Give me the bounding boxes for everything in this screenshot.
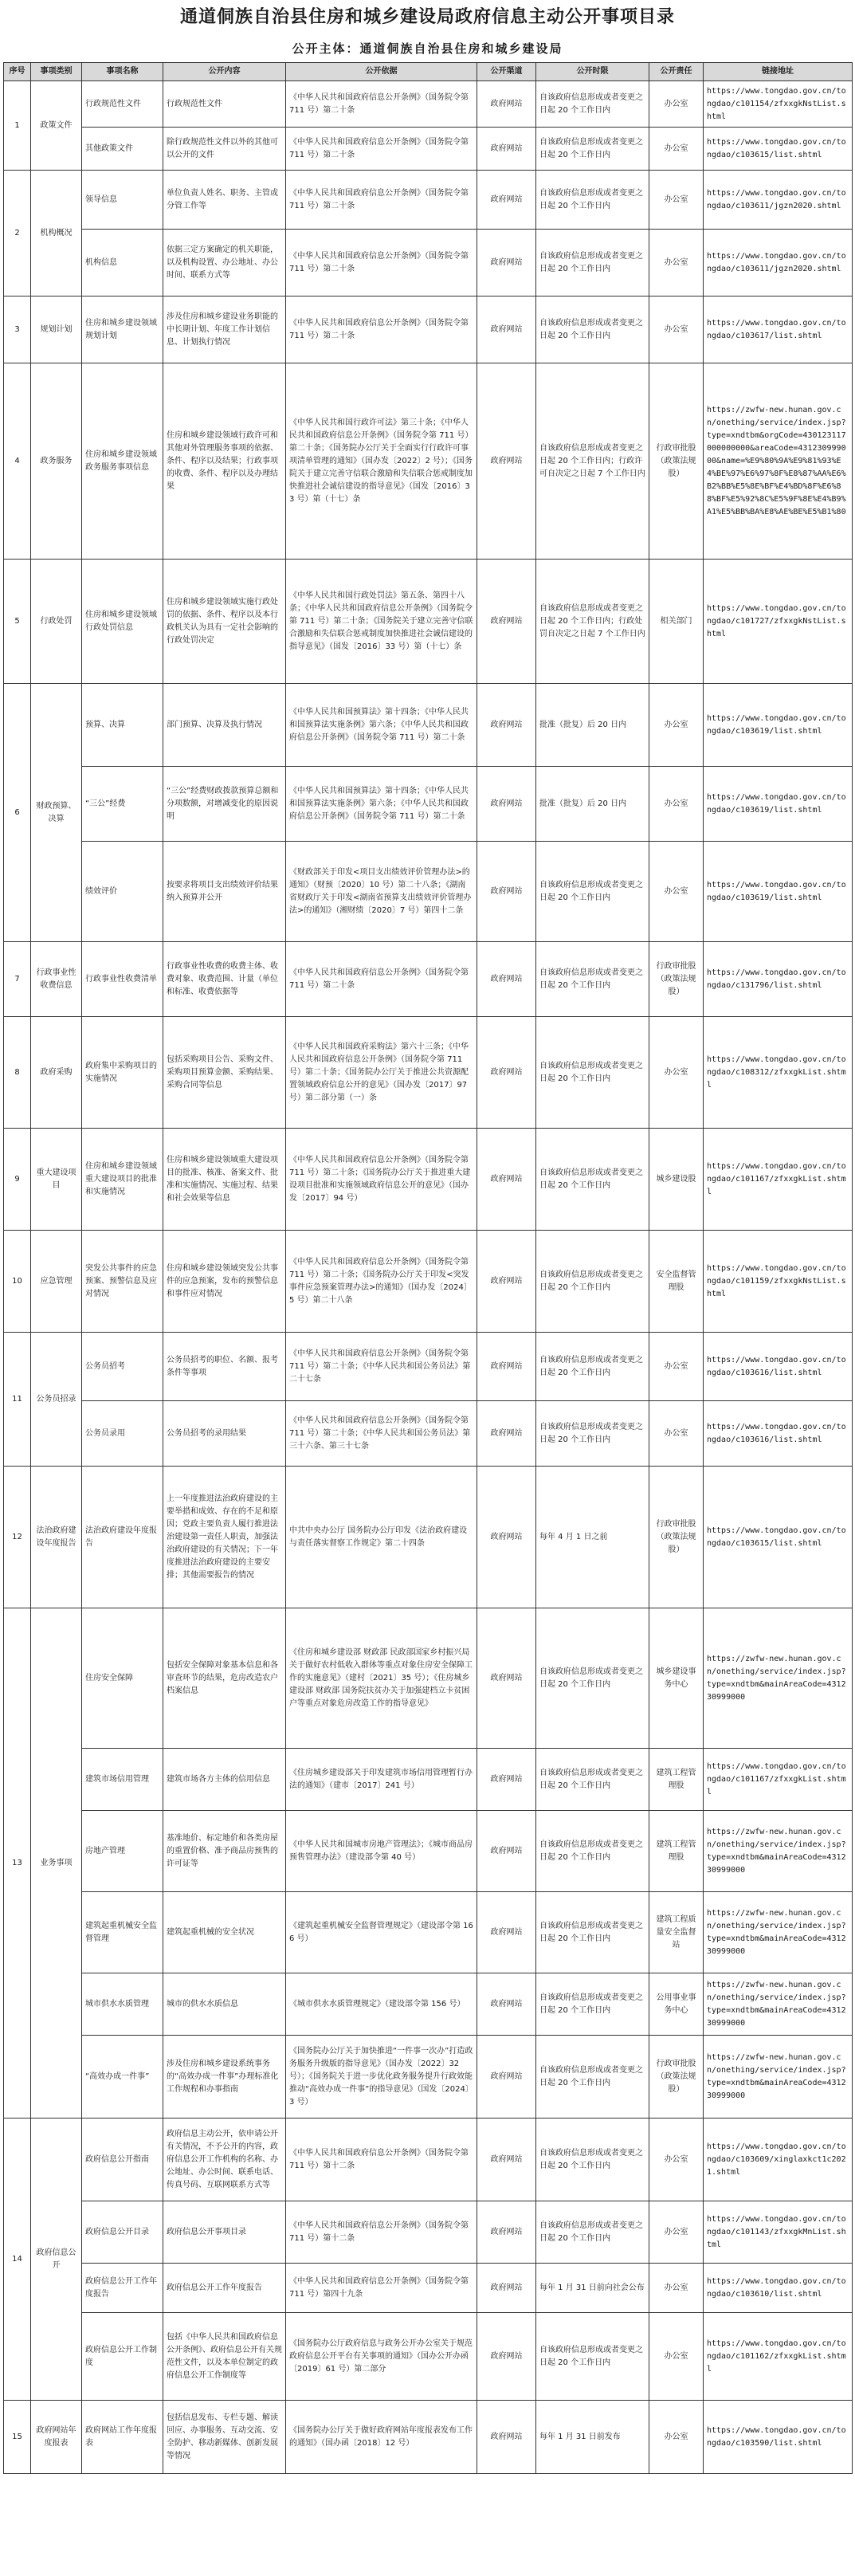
responsibility-cell: 办公室: [649, 230, 704, 296]
table-row: [4, 842, 853, 942]
item-name-cell: 政府信息公开工作年度报告: [82, 2264, 163, 2313]
item-name-cell: 住房和城乡建设领域政务服务事项信息: [82, 363, 163, 560]
item-name-cell: 预算、决算: [82, 684, 163, 767]
channel-cell: 政府网站: [477, 2313, 536, 2401]
channel-cell: 政府网站: [477, 1811, 536, 1892]
channel-cell: 政府网站: [477, 2036, 536, 2119]
time-limit-cell: 自该政府信息形成或者变更之日起 20 个工作日内: [536, 1017, 649, 1129]
channel-cell: 政府网站: [477, 684, 536, 767]
responsibility-cell: 建筑工程质量安全监督站: [649, 1892, 704, 1973]
row-number-cell: 6: [4, 684, 31, 942]
content-cell: 住房和城乡建设领域突发公共事件的应急预案，发布的预警信息和事件应对情况: [163, 1231, 286, 1333]
link-cell[interactable]: https://www.tongdao.gov.cn/tongdao/c103616/list.shtml: [704, 1333, 853, 1401]
table-row: [4, 684, 853, 767]
item-name-cell: 公务员招考: [82, 1333, 163, 1401]
responsibility-cell: 办公室: [649, 296, 704, 363]
header-category: 事项类别: [31, 63, 82, 81]
row-number-cell: 1: [4, 81, 31, 171]
content-cell: 公务员招考的职位、名额、报考条件等事项: [163, 1333, 286, 1401]
basis-cell: 《中华人民共和国政府信息公开条例》（国务院令第 711 号）第二十条: [286, 296, 477, 363]
content-cell: 行政事业性收费的收费主体、收费对象、收费范围、计量（单位和标准、收费依据等: [163, 942, 286, 1017]
basis-cell: 《中华人民共和国政府信息公开条例》（国务院令第 711 号）第二十条: [286, 81, 477, 128]
link-cell[interactable]: https://www.tongdao.gov.cn/tongdao/c101143/zfxxgkMnList.shtml: [704, 2201, 853, 2264]
responsibility-cell: 办公室: [649, 2313, 704, 2401]
time-limit-cell: 自该政府信息形成或者变更之日起 20 个工作日内: [536, 1129, 649, 1231]
row-number-cell: 3: [4, 296, 31, 363]
content-cell: 涉及住房和城乡建设业务职能的中长期计划、年度工作计划信息、计划执行情况: [163, 296, 286, 363]
channel-cell: 政府网站: [477, 1892, 536, 1973]
channel-cell: 政府网站: [477, 842, 536, 942]
row-number-cell: 14: [4, 2119, 31, 2401]
item-name-cell: 政府信息公开指南: [82, 2119, 163, 2201]
link-cell[interactable]: https://www.tongdao.gov.cn/tongdao/c101154/zfxxgkNstList.shtml: [704, 81, 853, 128]
time-limit-cell: 每年 4 月 1 日之前: [536, 1467, 649, 1608]
item-name-cell: 绩效评价: [82, 842, 163, 942]
link-cell[interactable]: https://zwfw-new.hunan.gov.cn/onething/service/index.jsp?type=xndtbm&mainAreaCode=431230999000: [704, 1608, 853, 1749]
responsibility-cell: 办公室: [649, 1333, 704, 1401]
category-cell: 重大建设项目: [31, 1129, 82, 1231]
time-limit-cell: 自该政府信息形成或者变更之日起 20 个工作日内: [536, 1333, 649, 1401]
responsibility-cell: 办公室: [649, 2201, 704, 2264]
basis-cell: 《住房城乡建设部关于印发建筑市场信用管理暂行办法的通知》（建市〔2017〕241 号）: [286, 1749, 477, 1811]
basis-cell: 《中华人民共和国政府信息公开条例》（国务院令第 711 号）第二十条: [286, 171, 477, 230]
channel-cell: 政府网站: [477, 2201, 536, 2264]
row-number-cell: 9: [4, 1129, 31, 1231]
time-limit-cell: 自该政府信息形成或者变更之日起 20 个工作日内: [536, 1401, 649, 1467]
table-row: [4, 1608, 853, 1749]
time-limit-cell: 自该政府信息形成或者变更之日起 20 个工作日内: [536, 2313, 649, 2401]
category-cell: 政府网站年度报表: [31, 2401, 82, 2474]
responsibility-cell: 办公室: [649, 128, 704, 171]
basis-cell: 《中华人民共和国政府信息公开条例》（国务院令第 711 号）第二十条；《中华人民共和国公务员法》第二十七条: [286, 1333, 477, 1401]
responsibility-cell: 城乡建设事务中心: [649, 1608, 704, 1749]
responsibility-cell: 行政审批股（政策法规股）: [649, 1467, 704, 1608]
content-cell: 包括采购项目公告、采购文件、采购项目预算金额、采购结果、采购合同等信息: [163, 1017, 286, 1129]
header-responsibility: 公开责任: [649, 63, 704, 81]
content-cell: 包括《中华人民共和国政府信息公开条例》、政府信息公开有关规范性文件，以及本单位制定的政府信息公开工作制度等: [163, 2313, 286, 2401]
table-row: [4, 1129, 853, 1231]
basis-cell: 《中华人民共和国政府信息公开条例》（国务院令第 711 号）第二十条: [286, 230, 477, 296]
item-name-cell: 房地产管理: [82, 1811, 163, 1892]
disclosure-table: [3, 62, 853, 2474]
content-cell: 单位负责人姓名、职务、主管或分管工作等: [163, 171, 286, 230]
time-limit-cell: 自该政府信息形成或者变更之日起 20 个工作日内: [536, 1811, 649, 1892]
time-limit-cell: 自该政府信息形成或者变更之日起 20 个工作日内: [536, 81, 649, 128]
time-limit-cell: 自该政府信息形成或者变更之日起 20 个工作日内: [536, 1608, 649, 1749]
channel-cell: 政府网站: [477, 1017, 536, 1129]
responsibility-cell: 公用事业事务中心: [649, 1973, 704, 2036]
table-row: [4, 2119, 853, 2201]
content-cell: 住房和城乡建设领域行政许可和其他对外管理服务事项的依据、条件、程序以及结果；行政事项的收费、条件、程序以及办理结果: [163, 363, 286, 560]
time-limit-cell: 批准（批复）后 20 日内: [536, 684, 649, 767]
link-cell[interactable]: https://www.tongdao.gov.cn/tongdao/c131796/list.shtml: [704, 942, 853, 1017]
table-row: [4, 1017, 853, 1129]
responsibility-cell: 办公室: [649, 767, 704, 842]
responsibility-cell: 办公室: [649, 2264, 704, 2313]
item-name-cell: 住房和城乡建设领域重大建设项目的批准和实施情况: [82, 1129, 163, 1231]
content-cell: 行政规范性文件: [163, 81, 286, 128]
channel-cell: 政府网站: [477, 230, 536, 296]
channel-cell: 政府网站: [477, 171, 536, 230]
content-cell: 按要求将项目支出绩效评价结果纳入预算并公开: [163, 842, 286, 942]
item-name-cell: 法治政府建设年度报告: [82, 1467, 163, 1608]
basis-cell: 《中华人民共和国行政许可法》第三十条；《中华人民共和国政府信息公开条例》（国务院令第 711 号）第二十条；《国务院办公厅关于全面实行行政许可事项清单管理的通知》（国办发〔2022〕2 号）；《国务院关于建立完善守信联合激励和失信联合惩戒制度加快推进社会诚信建设的指导意见》（国发〔2016〕33 号）第（十七）条: [286, 363, 477, 560]
item-name-cell: 行政事业性收费清单: [82, 942, 163, 1017]
category-cell: 政策文件: [31, 81, 82, 171]
row-number-cell: 4: [4, 363, 31, 560]
item-name-cell: 住房和城乡建设领域规划计划: [82, 296, 163, 363]
channel-cell: 政府网站: [477, 1749, 536, 1811]
table-row: [4, 2313, 853, 2401]
header-no: 序号: [4, 63, 31, 81]
time-limit-cell: 自该政府信息形成或者变更之日起 20 个工作日内: [536, 2201, 649, 2264]
link-cell[interactable]: https://www.tongdao.gov.cn/tongdao/c103619/list.shtml: [704, 842, 853, 942]
time-limit-cell: 自该政府信息形成或者变更之日起 20 个工作日内；行政许可自决定之日起 7 个工作日内: [536, 363, 649, 560]
channel-cell: 政府网站: [477, 363, 536, 560]
row-number-cell: 7: [4, 942, 31, 1017]
link-cell[interactable]: https://www.tongdao.gov.cn/tongdao/c103590/list.shtml: [704, 2401, 853, 2474]
content-cell: 住房和城乡建设领域重大建设项目的批准、核准、备案文件、批准和实施情况、实施过程、结果和社会效果等信息: [163, 1129, 286, 1231]
item-name-cell: 建筑起重机械安全监督管理: [82, 1892, 163, 1973]
table-row: [4, 296, 853, 363]
basis-cell: 《中华人民共和国政府采购法》第六十三条；《中华人民共和国政府信息公开条例》（国务院令第 711 号）第二十条；《国务院办公厅关于推进公共资源配置领域政府信息公开的意见》（国办发〔2017〕97 号）第二部分第（一）条: [286, 1017, 477, 1129]
basis-cell: 《国务院办公厅关于做好政府网站年度报表发布工作的通知》（国办函〔2018〕12 号）: [286, 2401, 477, 2474]
responsibility-cell: 安全监督管理股: [649, 1231, 704, 1333]
content-cell: 依据三定方案确定的机关职能，以及机构设置、办公地址、办公时间、联系方式等: [163, 230, 286, 296]
category-cell: 行政事业性收费信息: [31, 942, 82, 1017]
time-limit-cell: 自该政府信息形成或者变更之日起 20 个工作日内: [536, 1892, 649, 1973]
table-row: [4, 1231, 853, 1333]
row-number-cell: 10: [4, 1231, 31, 1333]
table-row: [4, 128, 853, 171]
responsibility-cell: 办公室: [649, 2119, 704, 2201]
basis-cell: 《中华人民共和国预算法》第十四条；《中华人民共和国预算法实施条例》第六条；《中华人民共和国政府信息公开条例》（国务院令第 711 号）第二十条: [286, 767, 477, 842]
time-limit-cell: 批准（批复）后 20 日内: [536, 767, 649, 842]
table-header-row: [4, 63, 853, 81]
time-limit-cell: 自该政府信息形成或者变更之日起 20 个工作日内；行政处罚自决定之日起 7 个工作日内: [536, 560, 649, 684]
content-cell: 政府信息主动公开，依申请公开有关情况，不予公开的内容，政府信息公开工作机构的名称、办公地址、办公时间、联系电话、传真号码、互联网联系方式等: [163, 2119, 286, 2201]
basis-cell: 《城市供水水质管理规定》（建设部令第 156 号）: [286, 1973, 477, 2036]
row-number-cell: 15: [4, 2401, 31, 2474]
table-row: [4, 1892, 853, 1973]
channel-cell: 政府网站: [477, 942, 536, 1017]
table-row: [4, 1749, 853, 1811]
basis-cell: 《中华人民共和国行政处罚法》第五条、第四十八条；《中华人民共和国政府信息公开条例》（国务院令第 711 号）第二十条；《国务院关于建立完善守信联合激励和失信联合惩戒制度加快推进社会诚信建设的指导意见》（国发〔2016〕33 号）第（十七）条: [286, 560, 477, 684]
category-cell: 政府信息公开: [31, 2119, 82, 2401]
row-number-cell: 13: [4, 1608, 31, 2119]
header-basis: 公开依据: [286, 63, 477, 81]
table-row: [4, 230, 853, 296]
table-row: [4, 1333, 853, 1401]
table-row: [4, 1811, 853, 1892]
channel-cell: 政府网站: [477, 128, 536, 171]
item-name-cell: 城市供水水质管理: [82, 1973, 163, 2036]
content-cell: 政府信息公开事项目录: [163, 2201, 286, 2264]
channel-cell: 政府网站: [477, 2401, 536, 2474]
channel-cell: 政府网站: [477, 2264, 536, 2313]
responsibility-cell: 办公室: [649, 842, 704, 942]
header-link: 链接地址: [704, 63, 853, 81]
link-cell[interactable]: https://www.tongdao.gov.cn/tongdao/c108312/zfxxgkList.shtml: [704, 1017, 853, 1129]
link-cell[interactable]: https://www.tongdao.gov.cn/tongdao/c103619/list.shtml: [704, 767, 853, 842]
link-cell[interactable]: https://zwfw-new.hunan.gov.cn/onething/service/index.jsp?type=xndtbm&mainAreaCode=431230999000: [704, 1892, 853, 1973]
link-cell[interactable]: https://zwfw-new.hunan.gov.cn/onething/service/index.jsp?type=xndtbm&mainAreaCode=431230999000: [704, 1811, 853, 1892]
basis-cell: 《中华人民共和国预算法》第十四条；《中华人民共和国预算法实施条例》第六条；《中华人民共和国政府信息公开条例》（国务院令第 711 号）第二十条: [286, 684, 477, 767]
link-cell[interactable]: https://www.tongdao.gov.cn/tongdao/c103616/list.shtml: [704, 1401, 853, 1467]
table-row: [4, 2036, 853, 2119]
time-limit-cell: 自该政府信息形成或者变更之日起 20 个工作日内: [536, 1973, 649, 2036]
content-cell: 政府信息公开工作年度报告: [163, 2264, 286, 2313]
content-cell: 住房和城乡建设领域实施行政处罚的依据、条件、程序以及本行政机关认为具有一定社会影响的行政处罚决定: [163, 560, 286, 684]
responsibility-cell: 建筑工程管理股: [649, 1811, 704, 1892]
row-number-cell: 12: [4, 1467, 31, 1608]
channel-cell: 政府网站: [477, 296, 536, 363]
time-limit-cell: 自该政府信息形成或者变更之日起 20 个工作日内: [536, 2119, 649, 2201]
item-name-cell: 政府信息公开目录: [82, 2201, 163, 2264]
time-limit-cell: 自该政府信息形成或者变更之日起 20 个工作日内: [536, 2036, 649, 2119]
content-cell: 除行政规范性文件以外的其他可以公开的文件: [163, 128, 286, 171]
responsibility-cell: 相关部门: [649, 560, 704, 684]
table-row: [4, 2401, 853, 2474]
time-limit-cell: 自该政府信息形成或者变更之日起 20 个工作日内: [536, 230, 649, 296]
basis-cell: 中共中央办公厅 国务院办公厅印发《法治政府建设与责任落实督察工作规定》第二十四条: [286, 1467, 477, 1608]
content-cell: 城市的供水水质信息: [163, 1973, 286, 2036]
channel-cell: 政府网站: [477, 767, 536, 842]
time-limit-cell: 自该政府信息形成或者变更之日起 20 个工作日内: [536, 296, 649, 363]
category-cell: 财政预算、决算: [31, 684, 82, 942]
item-name-cell: 其他政策文件: [82, 128, 163, 171]
row-number-cell: 8: [4, 1017, 31, 1129]
responsibility-cell: 城乡建设股: [649, 1129, 704, 1231]
link-cell[interactable]: https://www.tongdao.gov.cn/tongdao/c103609/xinglaxkct1c2021.shtml: [704, 2119, 853, 2201]
basis-cell: 《中华人民共和国城市房地产管理法》；《城市商品房预售管理办法》（建设部令第 40 号）: [286, 1811, 477, 1892]
responsibility-cell: 办公室: [649, 171, 704, 230]
link-cell[interactable]: https://www.tongdao.gov.cn/tongdao/c101167/zfxxgkList.shtml: [704, 1749, 853, 1811]
basis-cell: 《中华人民共和国政府信息公开条例》（国务院令第 711 号）第二十条；《中华人民共和国公务员法》第三十六条、第三十七条: [286, 1401, 477, 1467]
channel-cell: 政府网站: [477, 1129, 536, 1231]
content-cell: 上一年度推进法治政府建设的主要举措和成效、存在的不足和原因；党政主要负责人履行推进法治建设第一责任人职责，加强法治政府建设的有关情况；下一年度推进法治政府建设的主要安排；其他需要报告的情况: [163, 1467, 286, 1608]
document-title: 通道侗族自治县住房和城乡建设局政府信息主动公开事项目录: [179, 7, 675, 27]
link-cell[interactable]: https://www.tongdao.gov.cn/tongdao/c101727/zfxxgkNstList.shtml: [704, 560, 853, 684]
item-name-cell: 机构信息: [82, 230, 163, 296]
channel-cell: 政府网站: [477, 1333, 536, 1401]
header-content: 公开内容: [163, 63, 286, 81]
item-name-cell: 领导信息: [82, 171, 163, 230]
table-row: [4, 942, 853, 1017]
content-cell: 包括安全保障对象基本信息和各审查环节的结果，危房改造农户档案信息: [163, 1608, 286, 1749]
basis-cell: 《中华人民共和国政府信息公开条例》（国务院令第 711 号）第四十九条: [286, 2264, 477, 2313]
category-cell: 应急管理: [31, 1231, 82, 1333]
time-limit-cell: 自该政府信息形成或者变更之日起 20 个工作日内: [536, 1231, 649, 1333]
time-limit-cell: 每年 1 月 31 日前向社会公布: [536, 2264, 649, 2313]
item-name-cell: 建筑市场信用管理: [82, 1749, 163, 1811]
table-row: [4, 363, 853, 560]
channel-cell: 政府网站: [477, 1467, 536, 1608]
category-cell: 业务事项: [31, 1608, 82, 2119]
table-row: [4, 1467, 853, 1608]
table-row: [4, 767, 853, 842]
content-cell: 涉及住房和城乡建设系统事务的“高效办成一件事”办理标准化工作规程和办事指南: [163, 2036, 286, 2119]
time-limit-cell: 每年 1 月 31 日前发布: [536, 2401, 649, 2474]
row-number-cell: 2: [4, 171, 31, 296]
basis-cell: 《中华人民共和国政府信息公开条例》（国务院令第 711 号）第二十条: [286, 128, 477, 171]
row-number-cell: 11: [4, 1333, 31, 1467]
category-cell: 行政处罚: [31, 560, 82, 684]
item-name-cell: 政府集中采购项目的实施情况: [82, 1017, 163, 1129]
item-name-cell: 突发公共事件的应急预案、预警信息及应对情况: [82, 1231, 163, 1333]
basis-cell: 《中华人民共和国政府信息公开条例》（国务院令第 711 号）第十二条: [286, 2201, 477, 2264]
link-cell[interactable]: https://www.tongdao.gov.cn/tongdao/c101167/zfxxgkList.shtml: [704, 1129, 853, 1231]
content-cell: 建筑起重机械的安全状况: [163, 1892, 286, 1973]
table-row: [4, 2201, 853, 2264]
link-cell[interactable]: https://www.tongdao.gov.cn/tongdao/c103611/jgzn2020.shtml: [704, 171, 853, 230]
category-cell: 机构概况: [31, 171, 82, 296]
header-item-name: 事项名称: [82, 63, 163, 81]
channel-cell: 政府网站: [477, 81, 536, 128]
item-name-cell: “高效办成一件事”: [82, 2036, 163, 2119]
content-cell: 部门预算、决算及执行情况: [163, 684, 286, 767]
category-cell: 公务员招录: [31, 1333, 82, 1467]
link-cell[interactable]: https://www.tongdao.gov.cn/tongdao/c103610/list.shtml: [704, 2264, 853, 2313]
basis-cell: 《财政部关于印发<项目支出绩效评价管理办法>的通知》（财预〔2020〕10 号）第二十八条；《湖南省财政厅关于印发<湖南省预算支出绩效评价管理办法>的通知》（湘财绩〔2020〕7 号）第四十二条: [286, 842, 477, 942]
item-name-cell: 住房安全保障: [82, 1608, 163, 1749]
link-cell[interactable]: https://www.tongdao.gov.cn/tongdao/c101162/zfxxgkList.shtml: [704, 2313, 853, 2401]
table-row: [4, 1401, 853, 1467]
header-time-limit: 公开时限: [536, 63, 649, 81]
category-cell: 法治政府建设年度报告: [31, 1467, 82, 1608]
row-number-cell: 5: [4, 560, 31, 684]
link-cell[interactable]: https://zwfw-new.hunan.gov.cn/onething/service/index.jsp?type=xndtbm&mainAreaCode=431230999000: [704, 1973, 853, 2036]
responsibility-cell: 行政审批股（政策法规股）: [649, 363, 704, 560]
channel-cell: 政府网站: [477, 2119, 536, 2201]
basis-cell: 《中华人民共和国政府信息公开条例》（国务院令第 711 号）第二十条: [286, 942, 477, 1017]
time-limit-cell: 自该政府信息形成或者变更之日起 20 个工作日内: [536, 1749, 649, 1811]
category-cell: 规划计划: [31, 296, 82, 363]
category-cell: 政务服务: [31, 363, 82, 560]
basis-cell: 《建筑起重机械安全监督管理规定》（建设部令第 166 号）: [286, 1892, 477, 1973]
basis-cell: 《中华人民共和国政府信息公开条例》（国务院令第 711 号）第二十条；《国务院办公厅关于推进重大建设项目批准和实施领域政府信息公开的意见》（国办发〔2017〕94 号）: [286, 1129, 477, 1231]
item-name-cell: 行政规范性文件: [82, 81, 163, 128]
link-cell[interactable]: https://www.tongdao.gov.cn/tongdao/c103615/list.shtml: [704, 1467, 853, 1608]
responsibility-cell: 办公室: [649, 684, 704, 767]
link-cell[interactable]: https://zwfw-new.hunan.gov.cn/onething/service/index.jsp?type=xndtbm&orgCode=430123117000000000&areaCode=431230999000&name=%E9%80%9A%E9%81%93%E4%BE%97%E6%97%8F%E8%87%AA%E6%B2%BB%E5%8E%BF%E4%BD%8F%E6%88%BF%E5%92%8C%E5%9F%8E%E4%B9%A1%E5%BB%BA%E8%AE%BE%E5%B1%80: [704, 363, 853, 560]
content-cell: 建筑市场各方主体的信用信息: [163, 1749, 286, 1811]
table-row: [4, 560, 853, 684]
responsibility-cell: 行政审批股（政策法规股）: [649, 2036, 704, 2119]
table-row: [4, 2264, 853, 2313]
item-name-cell: 公务员录用: [82, 1401, 163, 1467]
content-cell: “三公”经费财政拨款预算总额和分项数额，对增减变化的原因说明: [163, 767, 286, 842]
link-cell[interactable]: https://zwfw-new.hunan.gov.cn/onething/service/index.jsp?type=xndtbm&mainAreaCode=431230999000: [704, 2036, 853, 2119]
basis-cell: 《国务院办公厅政府信息与政务公开办公室关于规范政府信息公开平台有关事项的通知》（国办公开办函〔2019〕61 号）第二部分: [286, 2313, 477, 2401]
responsibility-cell: 办公室: [649, 2401, 704, 2474]
item-name-cell: “三公”经费: [82, 767, 163, 842]
header-channel: 公开渠道: [477, 63, 536, 81]
category-cell: 政府采购: [31, 1017, 82, 1129]
channel-cell: 政府网站: [477, 1401, 536, 1467]
link-cell[interactable]: https://www.tongdao.gov.cn/tongdao/c101159/zfxxgkNstList.shtml: [704, 1231, 853, 1333]
table-row: [4, 81, 853, 128]
link-cell[interactable]: https://www.tongdao.gov.cn/tongdao/c103619/list.shtml: [704, 684, 853, 767]
table-row: [4, 1973, 853, 2036]
item-name-cell: 政府信息公开工作制度: [82, 2313, 163, 2401]
responsibility-cell: 行政审批股（政策法规股）: [649, 942, 704, 1017]
content-cell: 公务员招考的录用结果: [163, 1401, 286, 1467]
channel-cell: 政府网站: [477, 1231, 536, 1333]
channel-cell: 政府网站: [477, 1608, 536, 1749]
content-cell: 包括信息发布、专栏专题、解读回应、办事服务、互动交流、安全防护、移动新媒体、创新发展等情况: [163, 2401, 286, 2474]
basis-cell: 《国务院办公厅关于加快推进“一件事一次办”打造政务服务升级版的指导意见》（国办发〔2022〕32 号）；《国务院关于进一步优化政务服务提升行政效能推动“高效办成一件事”的指导意见》（国发〔2024〕3 号）: [286, 2036, 477, 2119]
responsibility-cell: 办公室: [649, 1401, 704, 1467]
document-subtitle: 公开主体：通道侗族自治县住房和城乡建设局: [292, 41, 563, 56]
time-limit-cell: 自该政府信息形成或者变更之日起 20 个工作日内: [536, 128, 649, 171]
link-cell[interactable]: https://www.tongdao.gov.cn/tongdao/c103615/list.shtml: [704, 128, 853, 171]
basis-cell: 《中华人民共和国政府信息公开条例》（国务院令第 711 号）第十二条: [286, 2119, 477, 2201]
basis-cell: 《中华人民共和国政府信息公开条例》（国务院令第 711 号）第二十条；《国务院办公厅关于印发<突发事件应急预案管理办法>的通知》（国办发〔2024〕5 号）第二十八条: [286, 1231, 477, 1333]
channel-cell: 政府网站: [477, 1973, 536, 2036]
responsibility-cell: 办公室: [649, 1017, 704, 1129]
item-name-cell: 政府网站工作年度报表: [82, 2401, 163, 2474]
basis-cell: 《住房和城乡建设部 财政部 民政部国家乡村振兴局关于做好农村低收入群体等重点对象住房安全保障工作的实施意见》（建村〔2021〕35 号）；《住房城乡建设部 财政部 国务院扶贫办关于加强建档立卡贫困户等重点对象危房改造工作的指导意见》: [286, 1608, 477, 1749]
time-limit-cell: 自该政府信息形成或者变更之日起 20 个工作日内: [536, 942, 649, 1017]
time-limit-cell: 自该政府信息形成或者变更之日起 20 个工作日内: [536, 171, 649, 230]
time-limit-cell: 自该政府信息形成或者变更之日起 20 个工作日内: [536, 842, 649, 942]
responsibility-cell: 建筑工程管理股: [649, 1749, 704, 1811]
link-cell[interactable]: https://www.tongdao.gov.cn/tongdao/c103617/list.shtml: [704, 296, 853, 363]
channel-cell: 政府网站: [477, 560, 536, 684]
item-name-cell: 住房和城乡建设领域行政处罚信息: [82, 560, 163, 684]
table-row: [4, 171, 853, 230]
content-cell: 基准地价、标定地价和各类房屋的重置价格、准予商品房预售的许可证等: [163, 1811, 286, 1892]
link-cell[interactable]: https://www.tongdao.gov.cn/tongdao/c103611/jgzn2020.shtml: [704, 230, 853, 296]
responsibility-cell: 办公室: [649, 81, 704, 128]
